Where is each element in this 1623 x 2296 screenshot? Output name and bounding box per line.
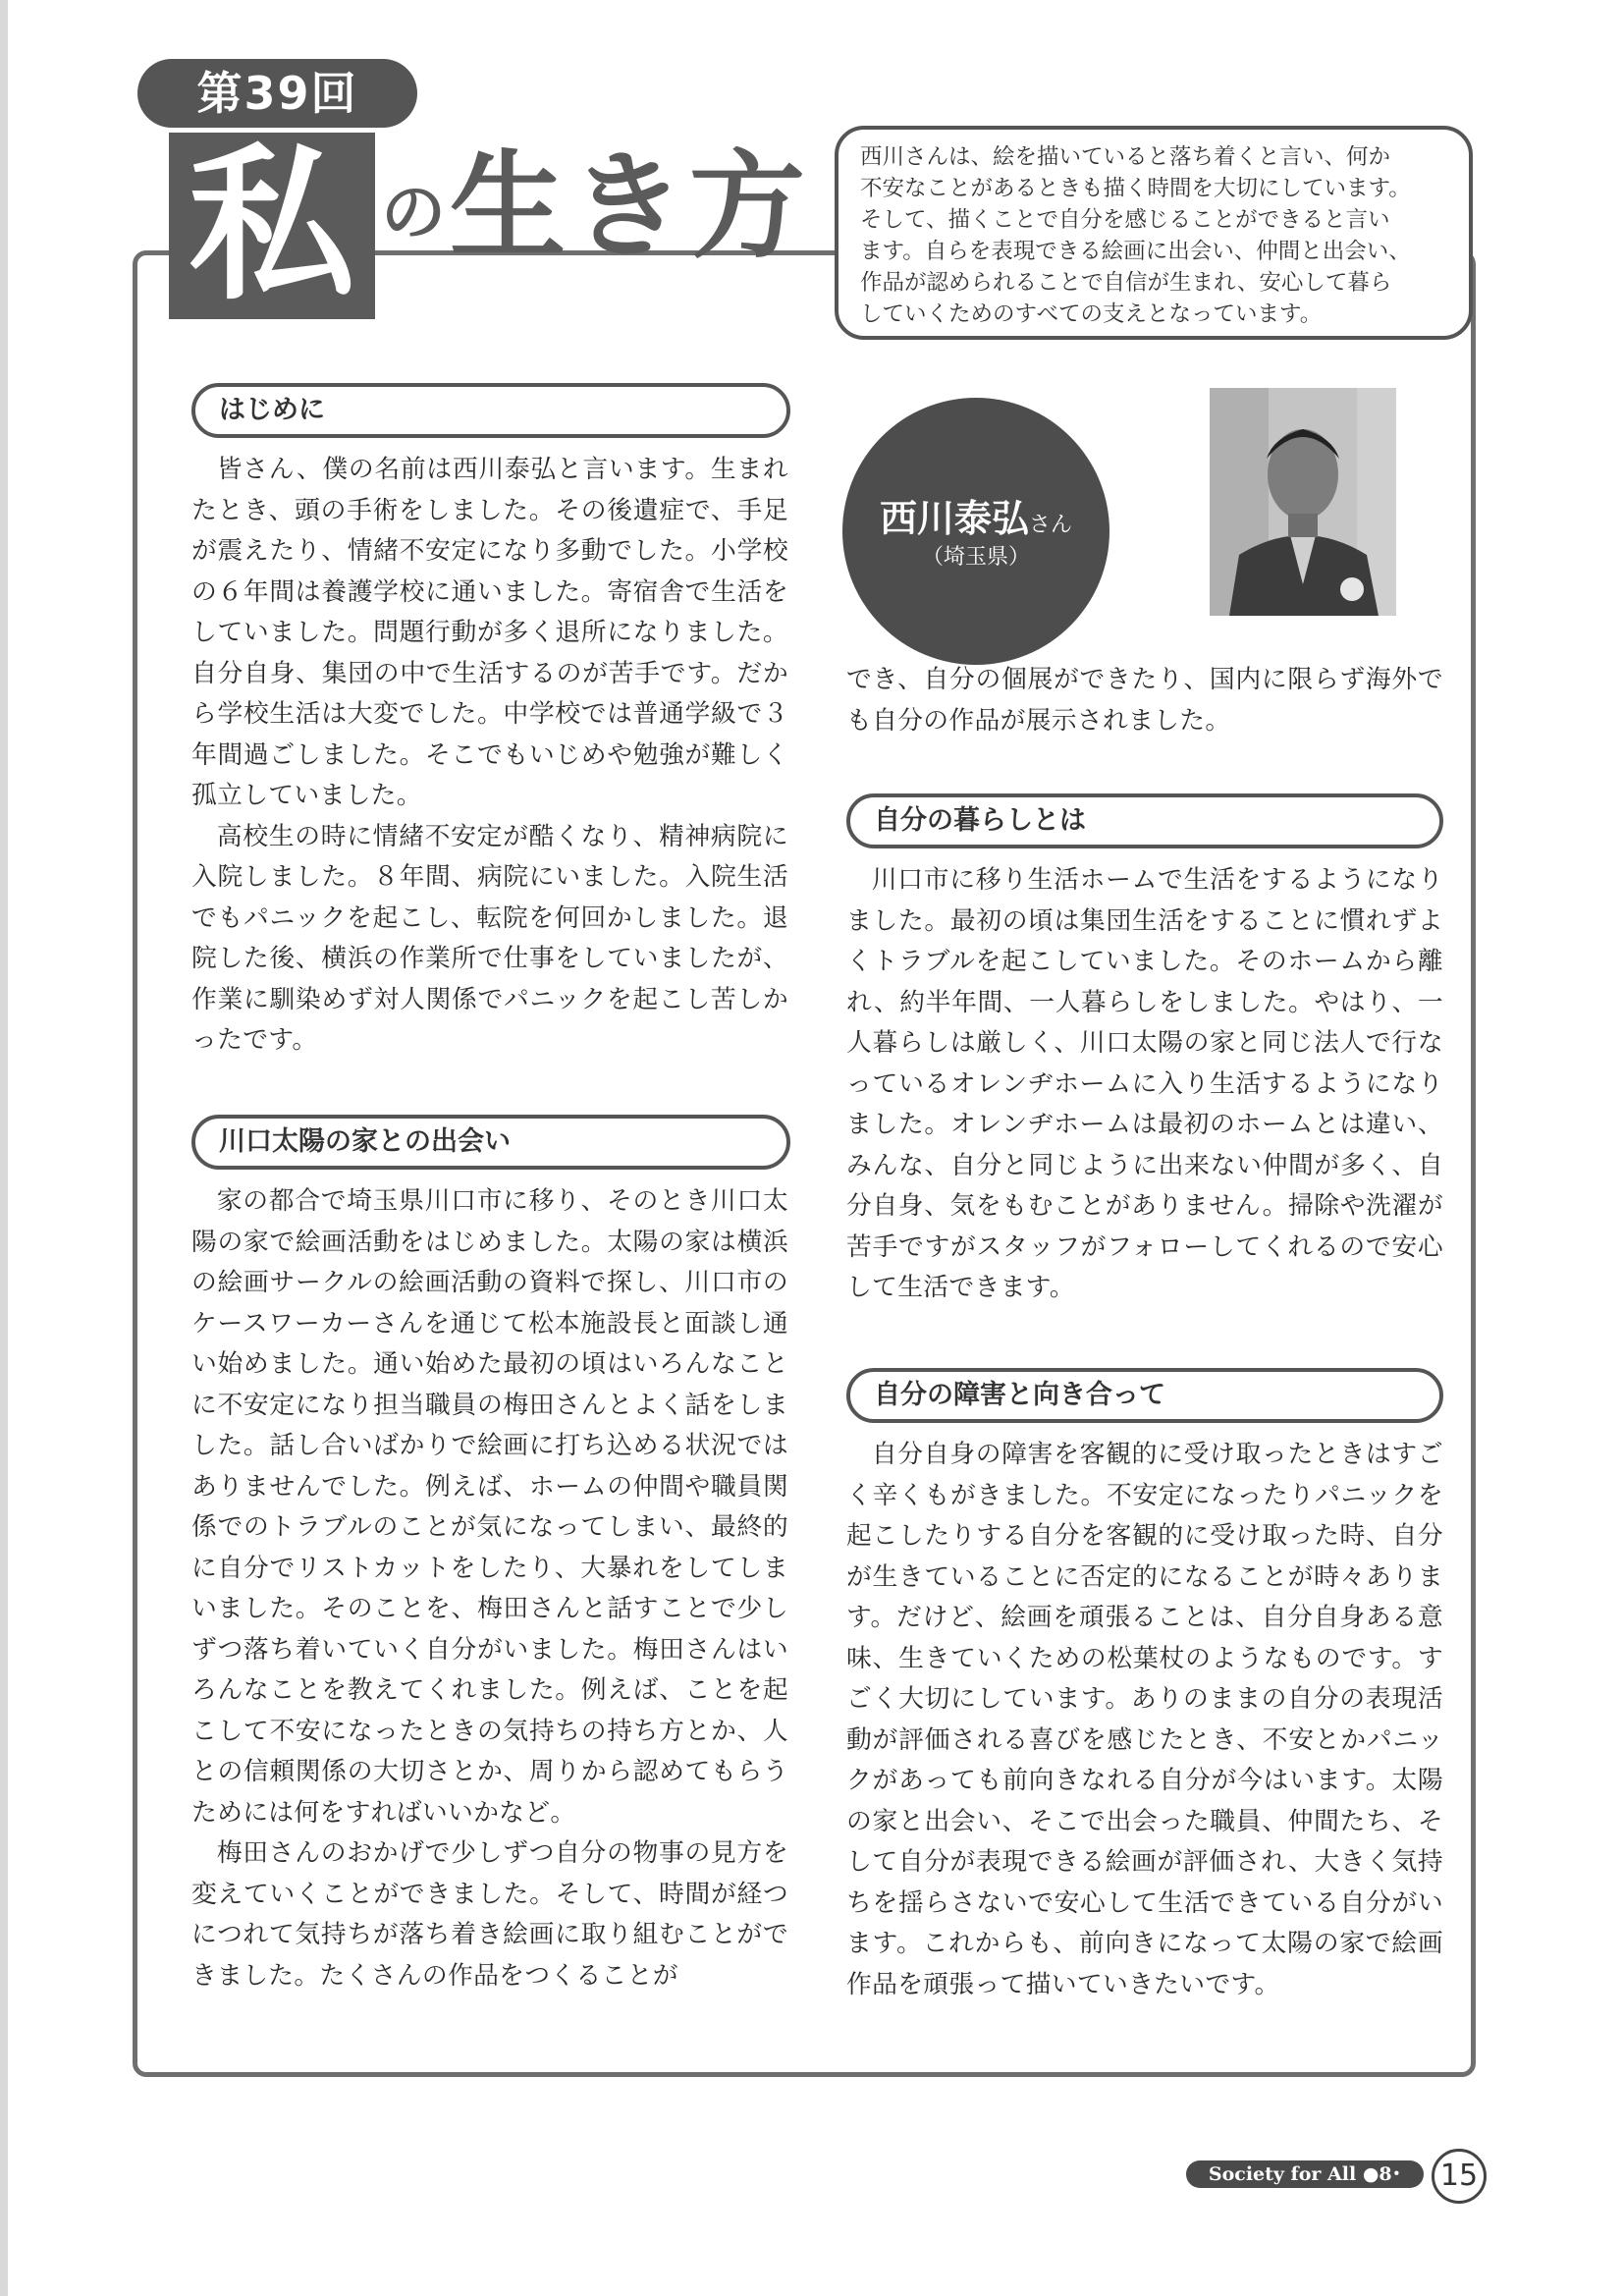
- section-body-encounter: [191, 1181, 788, 1996]
- intro-line: そして、描くことで自分を感じることができると言い: [860, 207, 1390, 233]
- page-title: [381, 138, 810, 274]
- portrait-image: [1210, 388, 1396, 616]
- intro-line: 作品が認められることで自信が生まれ、安心して暮ら: [860, 270, 1392, 296]
- page-number: 15: [1432, 2149, 1487, 2204]
- title-main-character: 私: [169, 133, 375, 319]
- issue-badge: 第39回: [137, 59, 417, 128]
- paragraph: 皆さん、僕の名前は西川泰弘と言います。生まれたとき、頭の手術をしました。その後遺症で、手足が震えたり、情緒不安定になり多動でした。小学校の６年間は養護学校に通いました。寄宿舎で生活をしていました。問題行動が多く退所になりました。自分自身、集団の中で生活するのが苦手です。だから学校生活は大変でした。中学校では普通学級で３年間過ごしました。そこでもいじめや勉強が難しく孤立していました。: [191, 455, 788, 810]
- intro-line: ます。自らを表現できる絵画に出会い、仲間と出会い、: [860, 239, 1411, 264]
- profile-prefecture: （埼玉県）: [921, 545, 1030, 570]
- intro-line: していくためのすべての支えとなっています。: [860, 301, 1323, 327]
- section-body-daily-life: [846, 860, 1443, 1309]
- section-heading-encounter: 川口太陽の家との出会い: [191, 1115, 790, 1170]
- profile-honorific: さん: [1029, 513, 1073, 537]
- section-body-encounter-continued: [846, 660, 1443, 741]
- paragraph: 自分自身の障害を客観的に受け取ったときはすごく辛くもがきました。不安定になったりパニックを起こしたりする自分を客観的に受け取った時、自分が生きていることに否定的になることが時々あります。だけど、絵画を頑張ることは、自分自身ある意味、生きていくための松葉杖のようなものです。すごく大切にしています。ありのままの自分の表現活動が評価される喜びを感じたとき、不安とかパニックがあっても前向きなれる自分が今はいます。太陽の家と出会い、そこで出会った職員、仲間たち、そして自分が表現できる絵画が評価され、大きく気持ちを揺らさないで安心して生活できている自分がいます。これからも、前向きになって太陽の家で絵画作品を頑張って描いていきたいです。: [846, 1440, 1443, 1999]
- paragraph: 梅田さんのおかげで少しずつ自分の物事の見方を変えていくことができました。そして、時間が経つにつれて気持ちが落ち着き絵画に取り組むことができました。たくさんの作品をつくることが: [191, 1838, 788, 1991]
- section-body-introduction: [191, 450, 788, 1062]
- paragraph: 高校生の時に情緒不安定が酷くなり、精神病院に入院しました。８年間、病院にいました。入院生活でもパニックを起こし、転院を何回かしました。退院した後、横浜の作業所で仕事をしていましたが、作業に馴染めず対人関係でパニックを起こし苦しかったです。: [191, 821, 788, 1055]
- section-heading-daily-life: 自分の暮らしとは: [846, 793, 1443, 848]
- profile-name-circle: [842, 398, 1109, 665]
- magazine-name-badge: Society for All ●8･2016: [1186, 2160, 1424, 2188]
- intro-line: 西川さんは、絵を描いていると落ち着くと言い、何か: [860, 144, 1391, 170]
- scan-edge: [0, 0, 8, 2296]
- profile-name-text: 西川泰弘: [879, 497, 1029, 540]
- paragraph: 家の都合で埼玉県川口市に移り、そのとき川口太陽の家で絵画活動をはじめました。太陽の家は横浜の絵画サークルの絵画活動の資料で探し、川口市のケースワーカーさんを通じて松本施設長と面談し通い始めました。通い始めた最初の頃はいろんなことに不安定になり担当職員の梅田さんとよく話をしました。話し合いばかりで絵画に打ち込める状況ではありませんでした。例えば、ホームの仲間や職員関係でのトラブルのことが気になってしまい、最終的に自分でリストカットをしたり、大暴れをしてしまいました。そのことを、梅田さんと話すことで少しずつ落ち着いていく自分がいました。梅田さんはいろんなことを教えてくれました。例えば、ことを起こして不安になったときの気持ちの持ち方とか、人との信頼関係の大切さとか、周りから認めてもらうためには何をすればいいかなど。: [191, 1186, 788, 1828]
- title-rest-text: 生き方: [450, 138, 810, 274]
- profile-photo: [1210, 388, 1396, 616]
- paragraph: でき、自分の個展ができたり、国内に限らず海外でも自分の作品が展示されました。: [846, 665, 1443, 736]
- title-particle: の: [381, 175, 450, 250]
- profile-name: [842, 488, 1109, 542]
- section-body-disability: [846, 1435, 1443, 2005]
- intro-summary: [835, 126, 1473, 340]
- intro-line: 不安なことがあるときも描く時間を大切にしています。: [860, 176, 1411, 201]
- section-heading-introduction: はじめに: [191, 383, 790, 438]
- section-heading-disability: 自分の障害と向き合って: [846, 1368, 1443, 1423]
- paragraph: 川口市に移り生活ホームで生活をするようになりました。最初の頃は集団生活をすることに慣れずよくトラブルを起こしていました。そのホームから離れ、約半年間、一人暮らしをしました。やはり、一人暮らしは厳しく、川口太陽の家と同じ法人で行なっているオレンヂホームに入り生活するようになりました。オレンヂホームは最初のホームとは違い、みんな、自分と同じように出来ない仲間が多く、自分自身、気をもむことがありません。掃除や洗濯が苦手ですがスタッフがフォローしてくれるので安心して生活できます。: [846, 865, 1443, 1302]
